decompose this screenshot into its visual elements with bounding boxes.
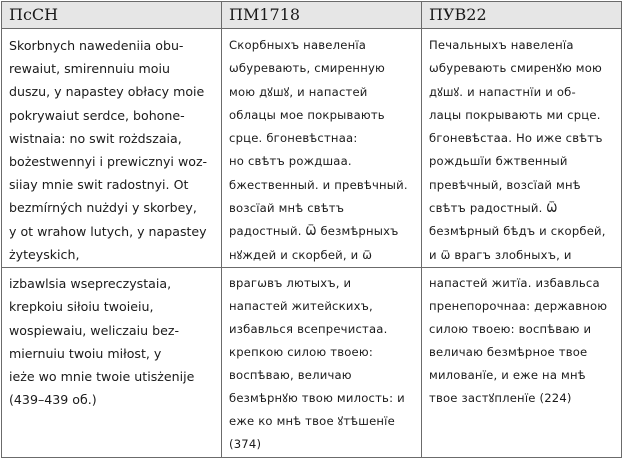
text-line: еже ко мнѣ твое ꙋтѣшенїе: [229, 413, 395, 428]
header-pssn: ПсСН: [2, 2, 222, 29]
text-line: избавлься всепречистаа.: [229, 321, 388, 336]
text-line: bezmírných nużdyi y skorbey,: [9, 200, 197, 216]
text-line: напастей житїа. избавльса: [429, 275, 600, 290]
text-line: дꙋшꙋ. и напастнїи и об-: [429, 84, 576, 99]
text-line: (439–439 об.): [9, 392, 97, 408]
text-line: rewaiut, smirennuiu moiu: [9, 61, 170, 77]
cell-pssn: [2, 267, 222, 457]
text-line: miernuiu twoiu miłost, y: [9, 345, 162, 361]
text-line: крепкою силою твоею:: [229, 344, 373, 359]
table-row: [2, 267, 622, 457]
text-line: żyteyskich,: [9, 246, 80, 262]
text-line: pokrywaiut serdce, bohone-: [9, 107, 185, 123]
text-line: izbawlsia wsepreczystaia,: [9, 275, 172, 291]
text-line: безмѣрнꙋю твою милость: и: [229, 390, 405, 405]
text-line: напастей житейскихъ,: [229, 298, 373, 313]
text-line: срце. бгоневѣстнаа:: [229, 131, 358, 146]
header-row: [2, 2, 622, 29]
cell-pssn: [2, 29, 222, 268]
text-line: пренепорочнаа: державною: [429, 298, 608, 313]
text-line: лацы покрывають ми срце.: [429, 107, 601, 122]
text-line: радостный. Ѿ безмѣрныхъ: [229, 224, 399, 239]
text-line: siiay mnie swit radostnyi. Ot: [9, 177, 189, 193]
text-line: krepkoiu siłoiu twoieiu,: [9, 299, 154, 315]
header-pm1718: ПМ1718: [222, 2, 422, 29]
text-line: но свѣтъ рождшаа.: [229, 154, 352, 169]
text-line: Печальныхъ навеленїа: [429, 38, 574, 52]
text-line: мою дꙋшꙋ, и напастей: [229, 84, 368, 99]
text-line: bożestwennyi i prewicznyi woz-: [9, 154, 208, 170]
text-line: воспѣваю, величаю: [229, 367, 352, 382]
cell-pm1718: [222, 267, 422, 457]
text-line: превѣчный, возсїай мнѣ: [429, 177, 581, 192]
text-line: врагωвъ лютыхъ, и: [229, 275, 352, 290]
text-line: wistnaia: no swit rożdszaia,: [9, 130, 182, 146]
text-line: Skorbnych nawedeniia obu-: [9, 38, 184, 53]
text-line: ѡбуревають, смиренную: [229, 61, 385, 76]
text-line: силою твоею: воспѣваю и: [429, 321, 592, 336]
cell-puv22: [422, 267, 622, 457]
text-line: бжественный. и превѣчный.: [229, 177, 408, 192]
text-line: wospiewaiu, weliczaiu bez-: [9, 322, 179, 338]
text-line: свѣтъ радостный. Ѿ: [429, 201, 558, 216]
text-line: возсїай мнѣ свѣтъ: [229, 201, 345, 216]
comparison-table: [1, 1, 622, 458]
text-line: твое застꙋпленїе (224): [429, 390, 572, 405]
text-line: (374): [229, 436, 262, 451]
text-line: ieże wo mnie twoie utisżenije: [9, 369, 195, 385]
text-line: облацы мое покрывають: [229, 107, 385, 122]
text-line: Скорбныхъ навеленїа: [229, 38, 367, 52]
text-line: безмѣрный бѣдъ и скорбей,: [429, 224, 606, 239]
table-row: [2, 29, 622, 268]
header-puv22: ПУВ22: [422, 2, 622, 29]
text-line: y ot wrahow lutych, y napastey: [9, 223, 207, 239]
text-line: бгоневѣстаа. Но иже свѣтъ: [429, 131, 603, 146]
text-line: и ѿ врагъ злобныхъ, и: [429, 247, 572, 262]
cell-pm1718: [222, 29, 422, 268]
text-line: рождьшїи бжтвенный: [429, 154, 568, 169]
text-line: ѡбуревають смиренꙋю мою: [429, 61, 602, 76]
text-line: duszu, y napastey obłacy moie: [9, 84, 205, 100]
cell-puv22: [422, 29, 622, 268]
text-line: милованїе, и еже на мнѣ: [429, 367, 586, 382]
text-line: нꙋждей и скорбей, и ѿ: [229, 247, 373, 262]
text-line: величаю безмѣрное твое: [429, 344, 588, 359]
